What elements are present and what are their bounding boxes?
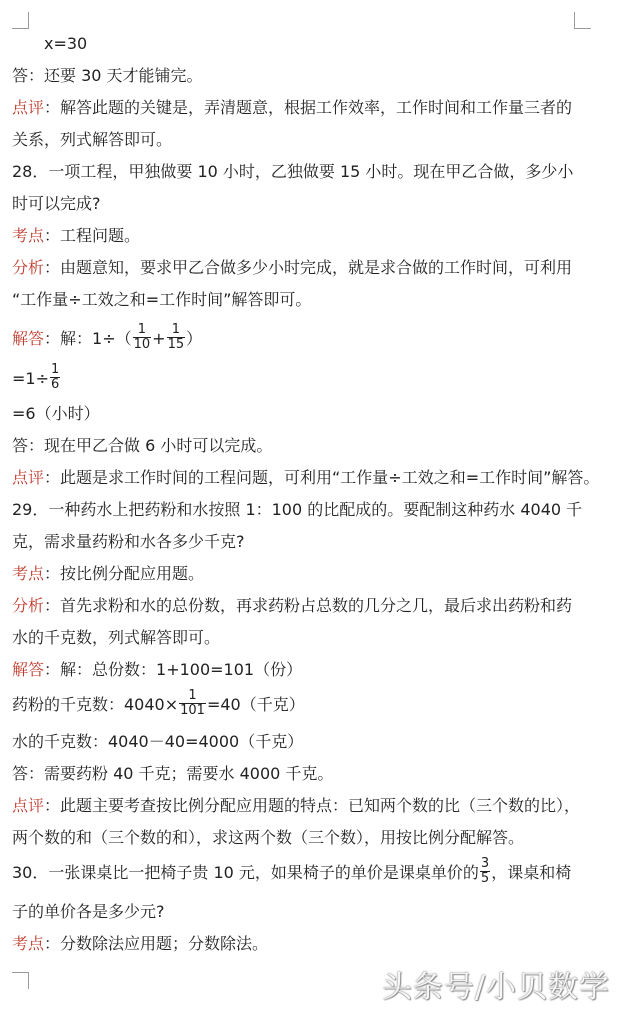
question-30-cont: 子的单价各是多少元? (12, 902, 165, 921)
comment-text: ：此题主要考查按比例分配应用题的特点：已知两个数的比（三个数的比）， (44, 796, 581, 815)
question-30: 30．一张课桌比一把椅子贵 10 元，如果椅子的单价是课桌单价的 $\frac{3}{5}$ ，课桌和椅 (12, 856, 572, 886)
label-topic: 考点 (12, 934, 45, 953)
label-solution: 解答 (12, 660, 45, 679)
label-topic: 考点 (12, 564, 45, 583)
label-comment: 点评 (12, 796, 45, 815)
label-analysis: 分析 (12, 258, 45, 277)
solution-text: ：解：1÷（ (44, 329, 132, 348)
step-line: 药粉的千克数：4040× $\frac{1}{101}$ =40（千克） (12, 688, 305, 718)
label-topic: 考点 (12, 226, 45, 245)
plus-sign: + (152, 329, 166, 348)
answer-line: 答：需要药粉 40 千克；需要水 4000 千克。 (12, 764, 334, 783)
answer-line: 答：还要 30 天才能铺完。 (12, 66, 203, 85)
topic-line (12, 932, 612, 956)
label-analysis: 分析 (12, 596, 45, 615)
step-line: =1÷ $\frac{1}{6}$ (12, 362, 60, 392)
solution-line (12, 658, 612, 682)
fraction-1-15: $\frac{1}{15}$ (167, 322, 185, 352)
topic-line (12, 562, 612, 586)
step-line: 水的千克数：4040－40=4000（千克） (12, 732, 304, 751)
comment-text: ：解答此题的关键是，弄清题意，根据工作效率，工作时间和工作量三者的 (44, 98, 573, 117)
topic-line (12, 224, 612, 248)
corner-mark-top-left (12, 12, 29, 29)
comment-line-cont: 两个数的和（三个数的和），求这两个数（三个数），用按比例分配解答。 (12, 828, 525, 847)
comment-line (12, 794, 612, 818)
fraction-1-10: $\frac{1}{10}$ (133, 322, 151, 352)
corner-mark-top-right (574, 12, 591, 29)
analysis-line (12, 594, 612, 618)
question-29: 29．一种药水上把药粉和水按照 1：100 的比配成的。要配制这种药水 4040 千 (12, 500, 583, 519)
comment-line (12, 96, 612, 120)
comment-text: ：此题是求工作时间的工程问题，可利用“工作量÷工效之和=工作时间”解答。 (44, 468, 600, 487)
topic-text: ：按比例分配应用题。 (44, 564, 205, 583)
fraction-1-6: $\frac{1}{6}$ (51, 362, 60, 392)
question-28-cont: 时可以完成? (12, 194, 101, 213)
result-line: =6（小时） (12, 404, 100, 423)
label-comment: 点评 (12, 98, 45, 117)
fraction-3-5: $\frac{3}{5}$ (480, 856, 490, 886)
topic-text: ：分数除法应用题；分数除法。 (44, 934, 269, 953)
close-paren: ） (186, 329, 203, 348)
corner-mark-bottom-left (12, 972, 29, 989)
solution-line (12, 322, 612, 356)
comment-line (12, 466, 612, 490)
answer-line: 答：现在甲乙合做 6 小时可以完成。 (12, 436, 273, 455)
comment-line-cont: 关系，列式解答即可。 (12, 130, 173, 149)
label-solution: 解答 (12, 329, 45, 348)
question-29-cont: 克，需求量药粉和水各多少千克? (12, 532, 245, 551)
topic-text: ：工程问题。 (44, 226, 141, 245)
fraction-1-101: $\frac{1}{101}$ (180, 688, 205, 718)
label-comment: 点评 (12, 468, 45, 487)
watermark: 头条号/小贝数学 (381, 970, 610, 1005)
question-28: 28．一项工程，甲独做要 10 小时，乙独做要 15 小时。现在甲乙合做，多少小 (12, 162, 574, 181)
analysis-line (12, 256, 612, 280)
analysis-line-cont: “工作量÷工效之和=工作时间”解答即可。 (12, 290, 312, 309)
equation-line: x=30 (44, 34, 88, 53)
analysis-text: ：由题意知，要求甲乙合做多少小时完成，就是求合做的工作时间，可利用 (44, 258, 573, 277)
analysis-line-cont: 水的千克数，列式解答即可。 (12, 628, 221, 647)
analysis-text: ：首先求粉和水的总份数，再求药粉占总数的几分之几，最后求出药粉和药 (44, 596, 573, 615)
solution-text: ：解：总份数：1+100=101（份） (44, 660, 303, 679)
